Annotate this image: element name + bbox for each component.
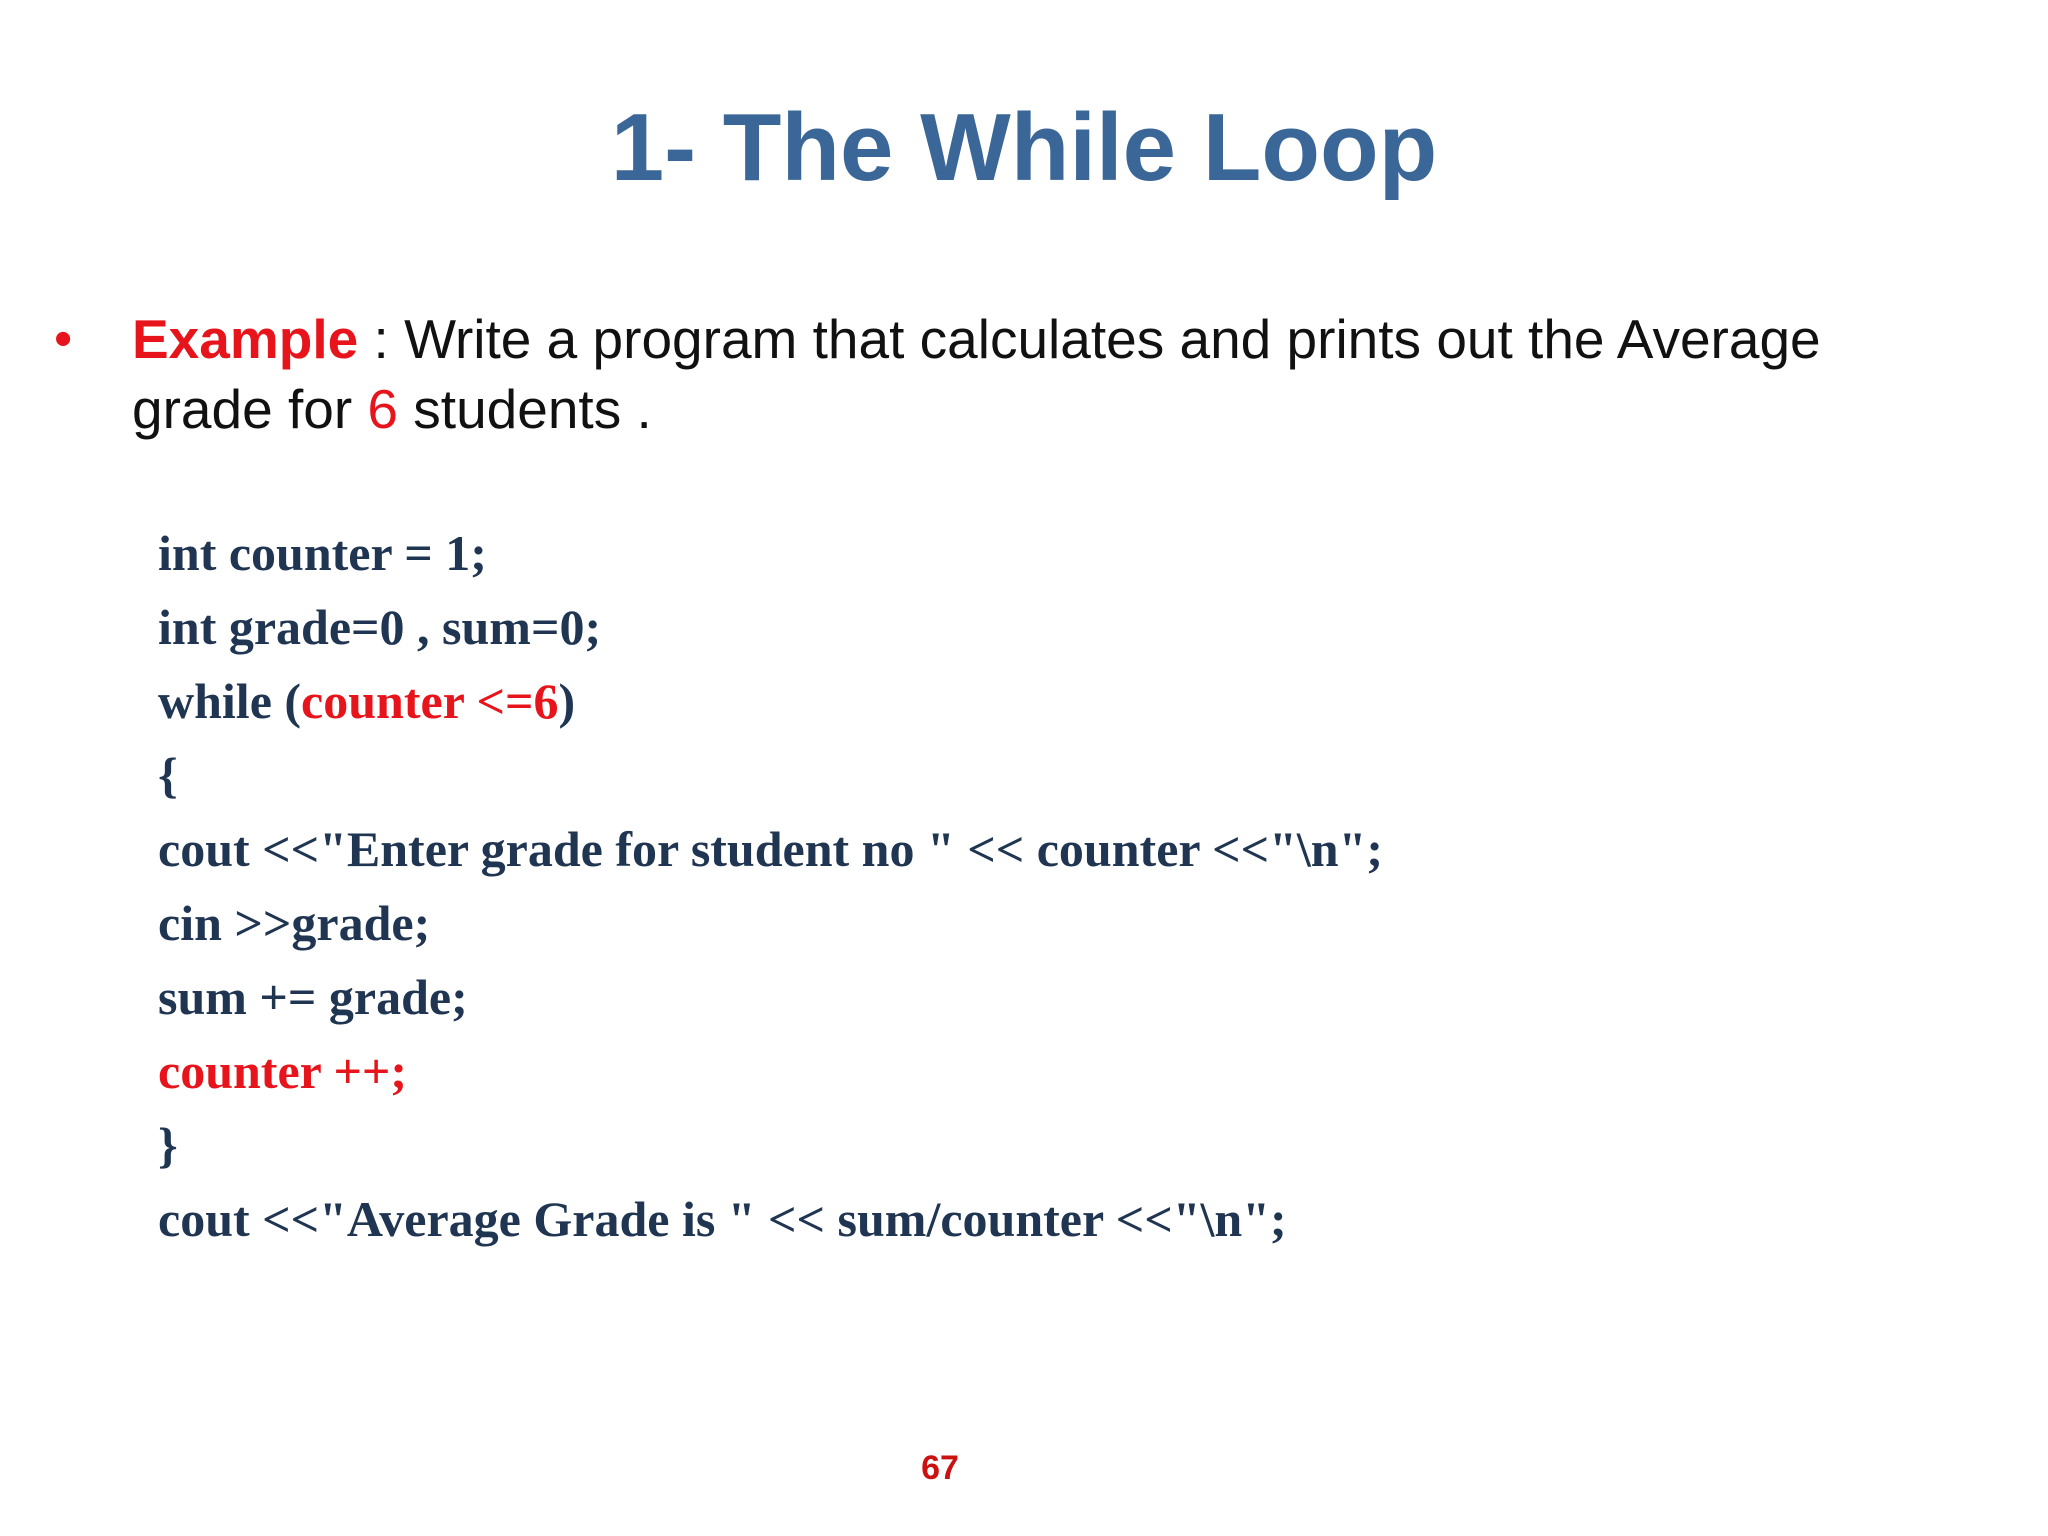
bullet-marker: • <box>54 310 73 368</box>
code-line-5: cout <<"Enter grade for student no " << counter <<"\n"; <box>158 821 1384 877</box>
code-line-1: int counter = 1; <box>158 525 487 581</box>
loop-condition: counter <=6 <box>301 673 559 729</box>
bullet-text-part-3: students . <box>398 378 652 440</box>
bullet-text-part-2: grade for <box>132 378 368 440</box>
student-count: 6 <box>367 378 399 440</box>
code-line-3 <box>158 664 1383 738</box>
bullet-text-part-1: : Write a program that calculates and prints out the Average <box>358 308 1821 370</box>
code-line-6: cin >>grade; <box>158 895 431 951</box>
code-line-2: int grade=0 , sum=0; <box>158 599 602 655</box>
code-line-10: cout <<"Average Grade is " << sum/counter <<"\n"; <box>158 1191 1287 1247</box>
example-keyword: Example <box>132 308 359 370</box>
close-paren: ) <box>558 673 576 729</box>
bullet-text <box>132 304 1992 444</box>
code-line-9: } <box>158 1117 178 1173</box>
slide-title: 1- The While Loop <box>610 94 1438 201</box>
page-number: 67 <box>921 1449 959 1487</box>
code-block <box>158 516 1383 1256</box>
while-keyword: while ( <box>158 673 302 729</box>
code-line-7: sum += grade; <box>158 969 468 1025</box>
code-line-4: { <box>158 747 178 803</box>
code-line-8: counter ++; <box>158 1043 408 1099</box>
